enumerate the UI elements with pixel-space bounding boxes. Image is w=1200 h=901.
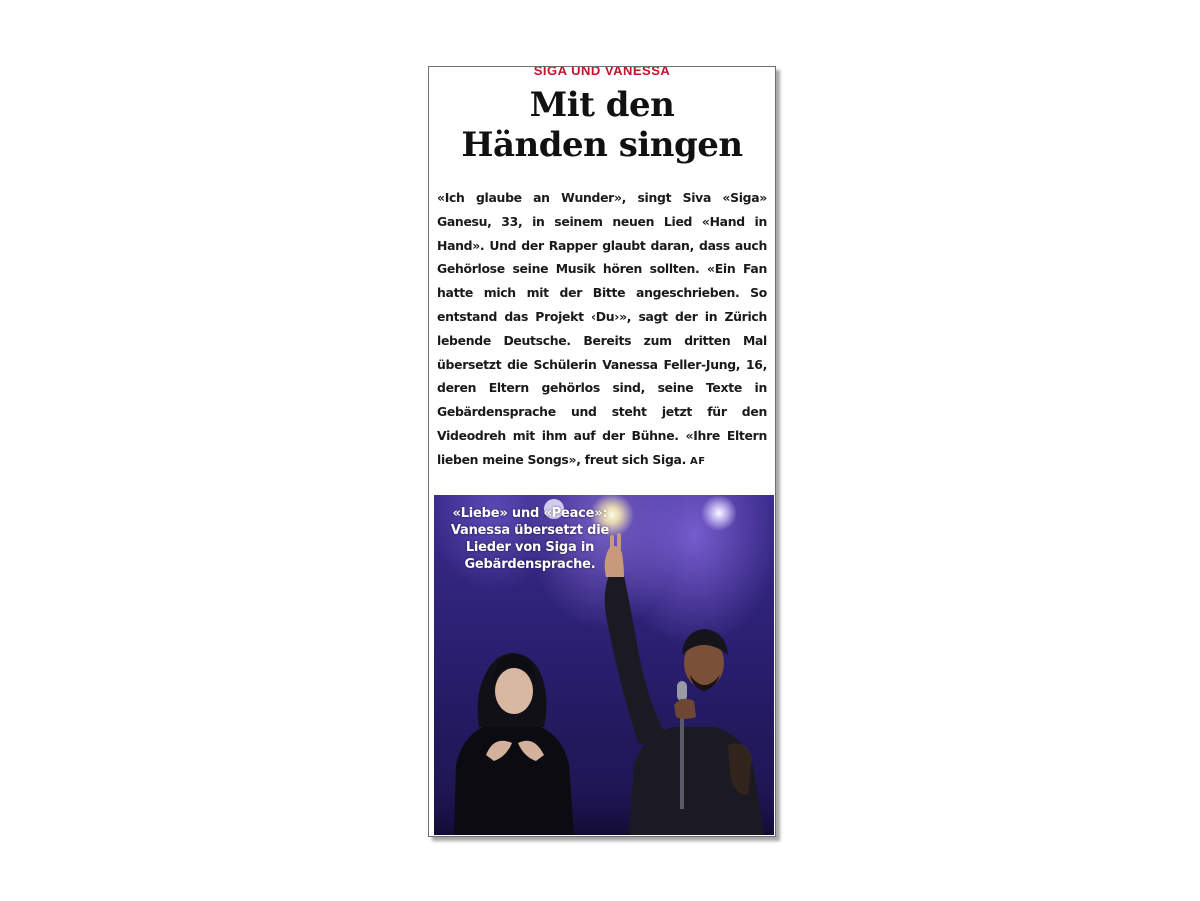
article-byline: AF <box>690 455 706 467</box>
headline-line-2: Händen singen <box>461 125 743 165</box>
spotlight-right <box>701 495 737 531</box>
photo-caption: «Liebe» und «Peace»: Vanessa übersetzt die Lieder von Siga in Gebärdensprache. <box>450 506 610 572</box>
newspaper-clipping <box>428 66 776 837</box>
article-body <box>437 186 767 474</box>
stage-photo <box>434 495 774 835</box>
article-headline <box>429 85 775 165</box>
signing-woman-figure <box>454 653 574 835</box>
headline-line-1: Mit den <box>529 85 675 125</box>
article-body-text: «Ich glaube an Wunder», singt Siva «Siga» Ganesu, 33, in seinem neuen Lied «Hand in Hand». Und der Rapper glaubt daran, dass auch Gehörlose seine Musik hören sollten. «Ein Fan hatte mich mit der Bitte angeschrieben. So entstand das Projekt ‹Du›», sagt der in Zürich lebende Deutsche. Bereits zum dritten Mal übersetzt die Schülerin Vanessa Feller-Jung, 16, deren Eltern gehörlos sind, seine Texte in Gebärdensprache und steht jetzt für den Videodreh mit ihm auf der Bühne. «Ihre Eltern lieben meine Songs», freut sich Siga. <box>437 190 767 467</box>
article-kicker: SIGA UND VANESSA <box>533 66 671 78</box>
